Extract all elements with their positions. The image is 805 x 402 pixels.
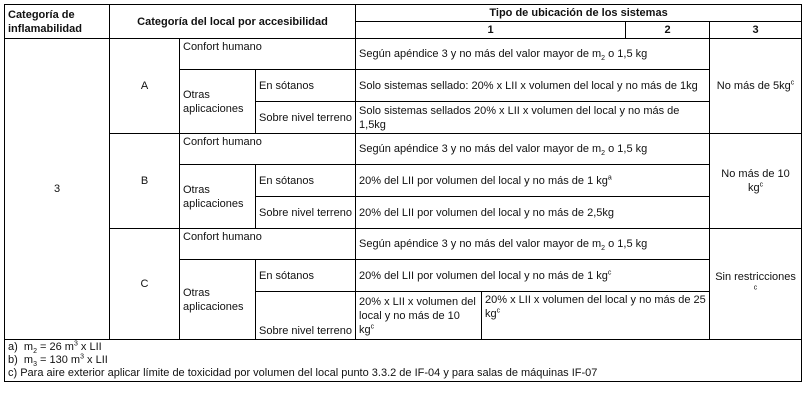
note-a: a) $m_2 = 26$ $m^3$ x LII	[8, 340, 102, 356]
col3-value-a: No más de $5kg^c$	[710, 39, 802, 134]
sotanos-value-c: 20% del LII por volumen del local y no más de 1 $kg^c$	[356, 260, 710, 292]
header-col-2: 2	[626, 22, 710, 39]
header-location-type: Tipo de ubicación de los sistemas	[356, 5, 802, 22]
notes-cell	[5, 340, 802, 382]
flammability-category: 3	[5, 39, 110, 340]
en-sotanos-c: En sótanos	[256, 260, 356, 292]
confort-humano-c: Confort humano	[180, 229, 356, 260]
confort-humano-b: Confort humano	[180, 134, 356, 165]
accessibility-letter-b: B	[110, 134, 180, 229]
note-b: b) $m_3 = 130$ $m^3$ x LII	[8, 353, 108, 369]
header-col-1: 1	[356, 22, 626, 39]
sotanos-value-b: 20% del LII por volumen del local y no más de 1 $kg^a$	[356, 165, 710, 197]
confort-value-a: Según apéndice 3 y no más del valor mayor de $m_2$ o 1,5 kg	[356, 39, 710, 70]
header-accessibility: Categoría del local por accesibilidad	[110, 5, 356, 39]
sobre-value-c-1: 20% x LII x volumen del local y no más de 10 $kg^c$	[356, 292, 482, 340]
confort-value-b: Según apéndice 3 y no más del valor mayor de $m_2$ o 1,5 kg	[356, 134, 710, 165]
refrigerant-charge-table-container	[4, 4, 801, 382]
confort-humano-a: Confort humano	[180, 39, 356, 70]
sotanos-value-a: Solo sistemas sellado: 20% x LII x volumen del local y no más de 1kg	[356, 70, 710, 102]
table-row	[5, 134, 802, 165]
sobre-nivel-b: Sobre nivel terreno	[256, 197, 356, 229]
accessibility-letter-c: C	[110, 229, 180, 340]
col3-value-b: No más de 10 $kg^c$	[710, 134, 802, 229]
en-sotanos-b: En sótanos	[256, 165, 356, 197]
table-row	[5, 39, 802, 70]
sobre-value-c-2: 20% x LII x volumen del local y no más de 25 $kg^c$	[482, 292, 710, 340]
note-c: c) Para aire exterior aplicar límite de toxicidad por volumen del local punto 3.3.2 de IF-04 y para salas de máquinas IF-07	[8, 367, 598, 379]
table-row	[5, 229, 802, 260]
confort-value-c: Según apéndice 3 y no más del valor mayor de $m_2$ o 1,5 kg	[356, 229, 710, 260]
col3-value-c: Sin restricciones $^c$	[710, 229, 802, 340]
header-col-3: 3	[710, 22, 802, 39]
header-flammability: Categoría de inflamabilidad	[5, 5, 110, 39]
otras-aplicaciones-c: Otras aplicaciones	[180, 260, 256, 340]
en-sotanos-a: En sótanos	[256, 70, 356, 102]
sobre-value-a: Solo sistemas sellados 20% x LII x volumen del local y no más de 1,5kg	[356, 102, 710, 134]
sobre-value-b: 20% del LII por volumen del local y no más de 2,5kg	[356, 197, 710, 229]
sobre-nivel-a: Sobre nivel terreno	[256, 102, 356, 134]
otras-aplicaciones-b: Otras aplicaciones	[180, 165, 256, 229]
notes-row	[5, 340, 802, 382]
header-row	[5, 5, 802, 22]
otras-aplicaciones-a: Otras aplicaciones	[180, 70, 256, 134]
accessibility-letter-a: A	[110, 39, 180, 134]
sobre-nivel-c: Sobre nivel terreno	[256, 292, 356, 340]
refrigerant-charge-table	[4, 4, 802, 382]
